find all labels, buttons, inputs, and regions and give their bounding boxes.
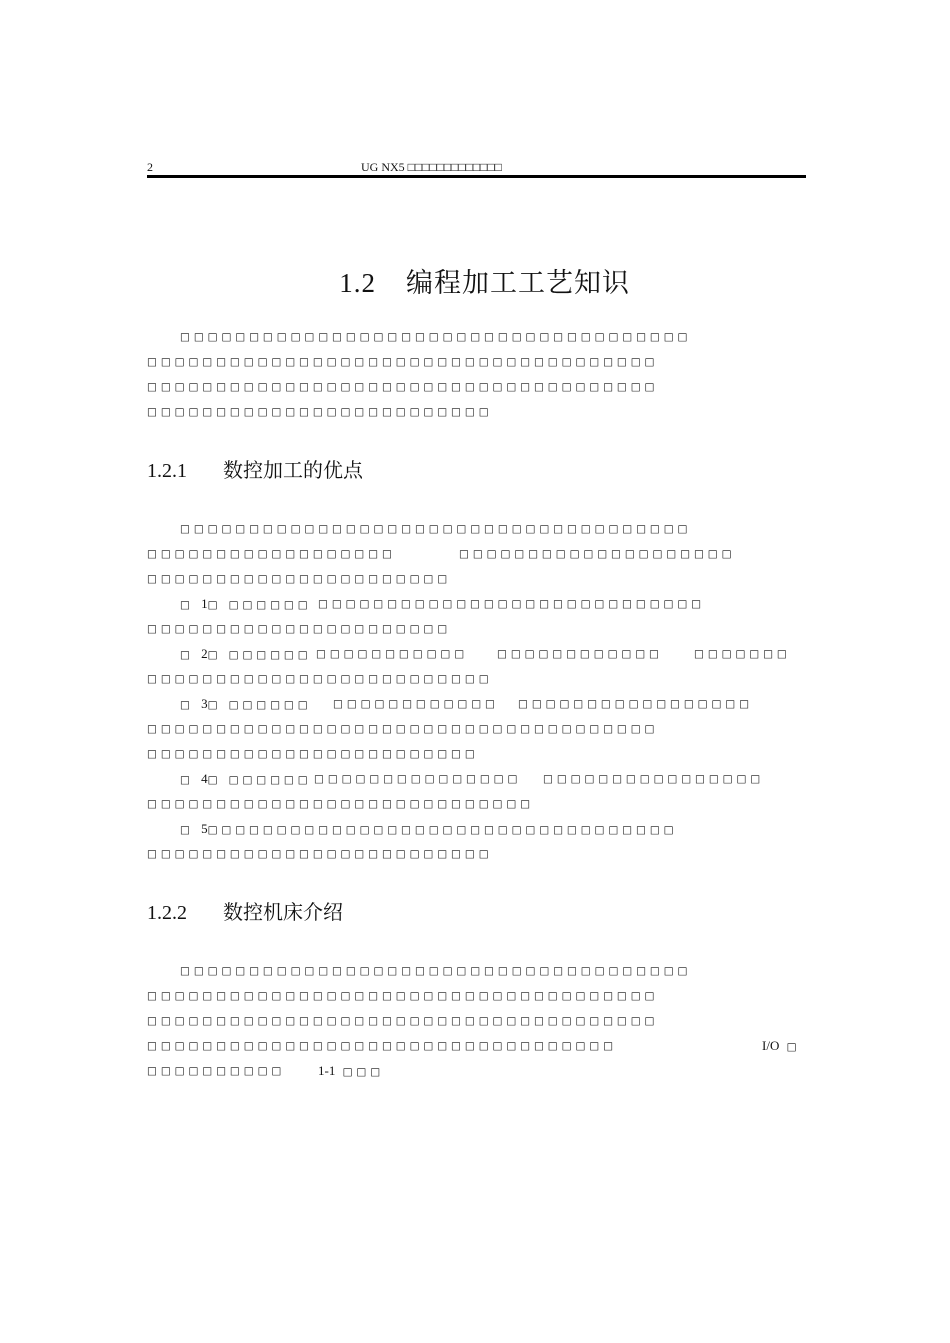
book-title: UG NX5 □□□□□□□□□□□□□: [361, 160, 502, 174]
text-line: □□□□□□□□□□□□□□□□□□□□□□□□□□□□□□□□□□: [147, 1040, 617, 1052]
subsection-heading-2: [147, 896, 343, 925]
text-line: □□□□□□□□□□□□□□□□□□□□□□□□□□□□: [318, 598, 705, 610]
text-line: □□□□□□□□□□□□: [333, 698, 499, 710]
subsection-title: 数控机床介绍: [223, 900, 343, 924]
text-line: □□□□□□□□□□□□□□□□□□□□□□□□: [147, 748, 479, 760]
subsection-title: 数控加工的优点: [223, 458, 363, 482]
text-line: □□□□□□□□□□□□: [497, 648, 663, 660]
text-line: □□□□□□□□□□□□□□□□□□□□□□□□□: [147, 848, 493, 860]
section-heading: [0, 230, 950, 300]
io-text: I/O □: [762, 1038, 801, 1053]
figure-reference: 1-1 □□□: [318, 1063, 385, 1078]
text-line: □□□□□□□□□□□□□□□□□□□□□□□□□□□□□□□□□□□□□: [180, 523, 692, 535]
running-header: [147, 160, 806, 176]
header-rule: [147, 175, 806, 178]
text-line: □□□□□□□□□□□□□□□□□□□□□□□□□□□□: [147, 798, 534, 810]
page-number: 2: [147, 160, 153, 174]
text-line: □□□□□□□□□□□□□□□□□: [518, 698, 753, 710]
text-line: □□□□□□□□□□□□□□□□□□□□□□□□□□□□□□□□□□□□□: [147, 723, 659, 735]
text-line: □□□□□□□□□□: [147, 1065, 286, 1077]
text-line: □□□□□□□□□□□: [316, 648, 469, 660]
text-line: □□□□□□□□□□□□□□□□□□: [147, 548, 396, 560]
text-line: □□□□□□□□□□□□□□□□□□□□□□□□□□□□□□□□□□□□□: [147, 990, 659, 1002]
text-line: □□□□□□□□□□□□□□□□□□□□□□□□□□□□□□□□□□□□□: [180, 965, 692, 977]
list-item-5: □ 5□□□□□□□□□□□□□□□□□□□□□□□□□□□□□□□□□□: [180, 821, 678, 836]
subsection-heading-1: [147, 454, 363, 483]
text-line: □□□□□□□□□□□□□□□□□□□□□□: [147, 573, 452, 585]
text-line: □□□□□□□□□□□□□□□□□□□□□□□□□□□□□□□□□□□□□: [147, 356, 659, 368]
text-line: □□□□□□□□□□□□□□□: [314, 773, 522, 785]
list-item-4: □ 4□ □□□□□□: [180, 771, 312, 786]
list-item-3: □ 3□ □□□□□□: [180, 696, 312, 711]
text-line: □□□□□□□□□□□□□□□□□□□□□□□□□: [147, 673, 493, 685]
text-line: □□□□□□□□□□□□□□□□□□□□□□□□□□□□□□□□□□□□□: [180, 331, 692, 343]
subsection-number: 1.2.2: [147, 902, 187, 924]
list-item-2: □ 2□ □□□□□□: [180, 646, 312, 661]
text-line: □□□□□□□□□□□□□□□□□□□□□□□□□□□□□□□□□□□□□: [147, 381, 659, 393]
section-number: 1.2: [339, 268, 376, 298]
text-line: □□□□□□□□□□□□□□□□□□□□□□□□□□□□□□□□□□□□□: [147, 1015, 659, 1027]
text-line: □□□□□□□□□□□□□□□□□□□□□□: [147, 623, 452, 635]
list-item-1: □ 1□ □□□□□□: [180, 596, 312, 611]
section-title: 编程加工工艺知识: [405, 268, 630, 299]
text-line: □□□□□□□□□□□□□□□□: [543, 773, 765, 785]
text-line: □□□□□□□□□□□□□□□□□□□□: [459, 548, 736, 560]
text-line: □□□□□□□□□□□□□□□□□□□□□□□□□: [147, 406, 493, 418]
subsection-number: 1.2.1: [147, 460, 187, 482]
text-line: □□□□□□□: [694, 648, 791, 660]
